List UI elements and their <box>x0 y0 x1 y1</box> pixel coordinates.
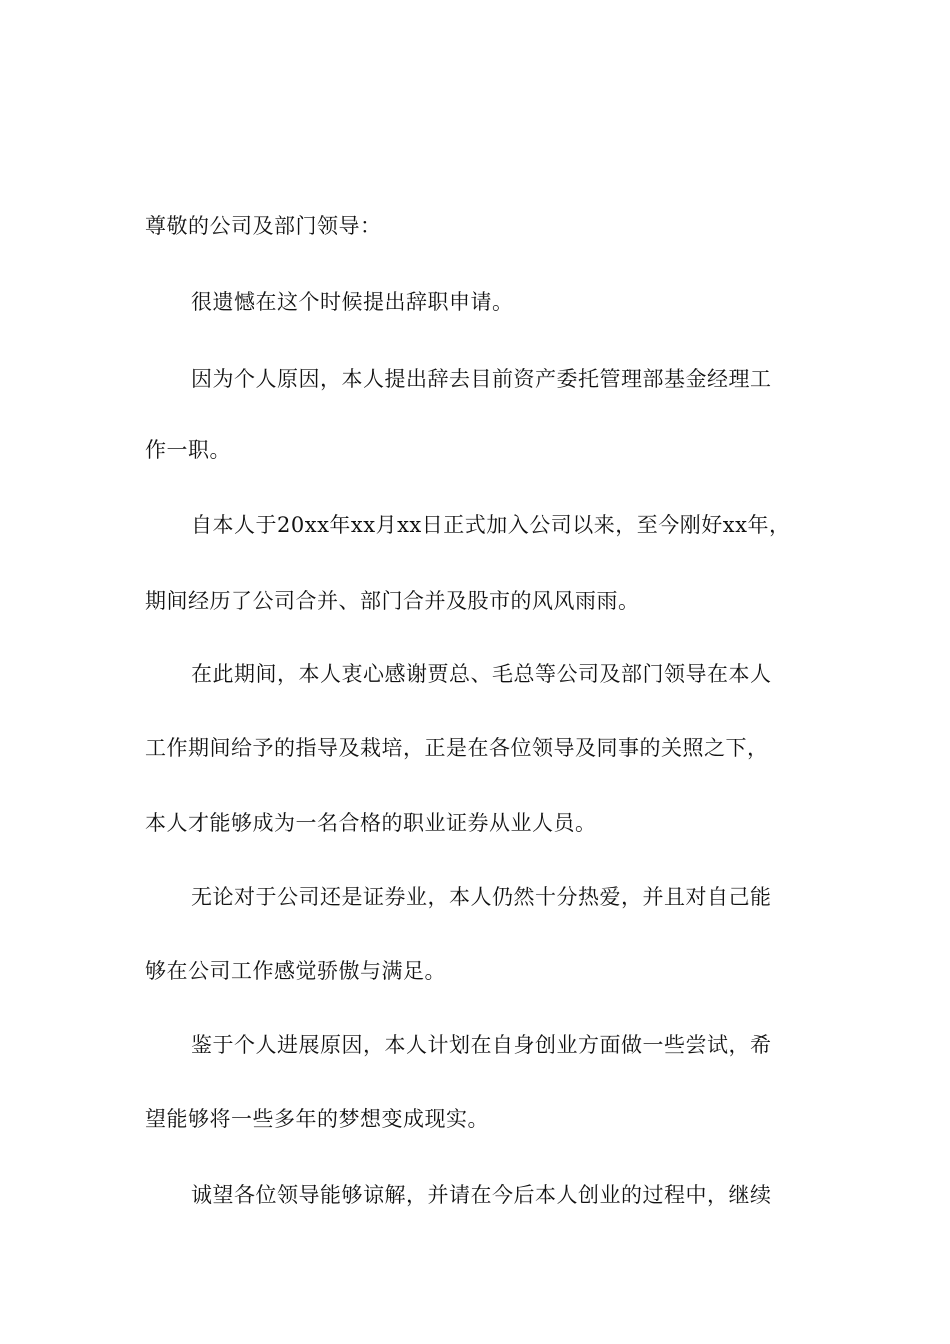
paragraph-line: 望能够将一些多年的梦想变成现实。 <box>145 1107 489 1131</box>
paragraph-line: 期间经历了公司合并、部门合并及股市的风风雨雨。 <box>145 589 640 613</box>
paragraph-line: 很遗憾在这个时候提出辞职申请。 <box>191 290 514 314</box>
salutation: 尊敬的公司及部门领导： <box>145 214 382 238</box>
paragraph-line: 自本人于20xx年xx月xx日正式加入公司以来，至今刚好xx年， <box>191 513 791 537</box>
paragraph-line: 诚望各位领导能够谅解，并请在今后本人创业的过程中，继续 <box>191 1183 772 1207</box>
paragraph-line: 在此期间，本人衷心感谢贾总、毛总等公司及部门领导在本人 <box>191 662 772 686</box>
paragraph-line: 无论对于公司还是证券业，本人仍然十分热爱，并且对自己能 <box>191 885 772 909</box>
paragraph-line: 工作期间给予的指导及栽培，正是在各位领导及同事的关照之下， <box>145 736 769 760</box>
paragraph-line: 作一职。 <box>145 438 231 462</box>
paragraph-line: 因为个人原因，本人提出辞去目前资产委托管理部基金经理工 <box>191 367 772 391</box>
paragraph-line: 够在公司工作感觉骄傲与满足。 <box>145 959 446 983</box>
paragraph-line: 鉴于个人进展原因，本人计划在自身创业方面做一些尝试，希 <box>191 1033 772 1057</box>
paragraph-line: 本人才能够成为一名合格的职业证券从业人员。 <box>145 811 597 835</box>
